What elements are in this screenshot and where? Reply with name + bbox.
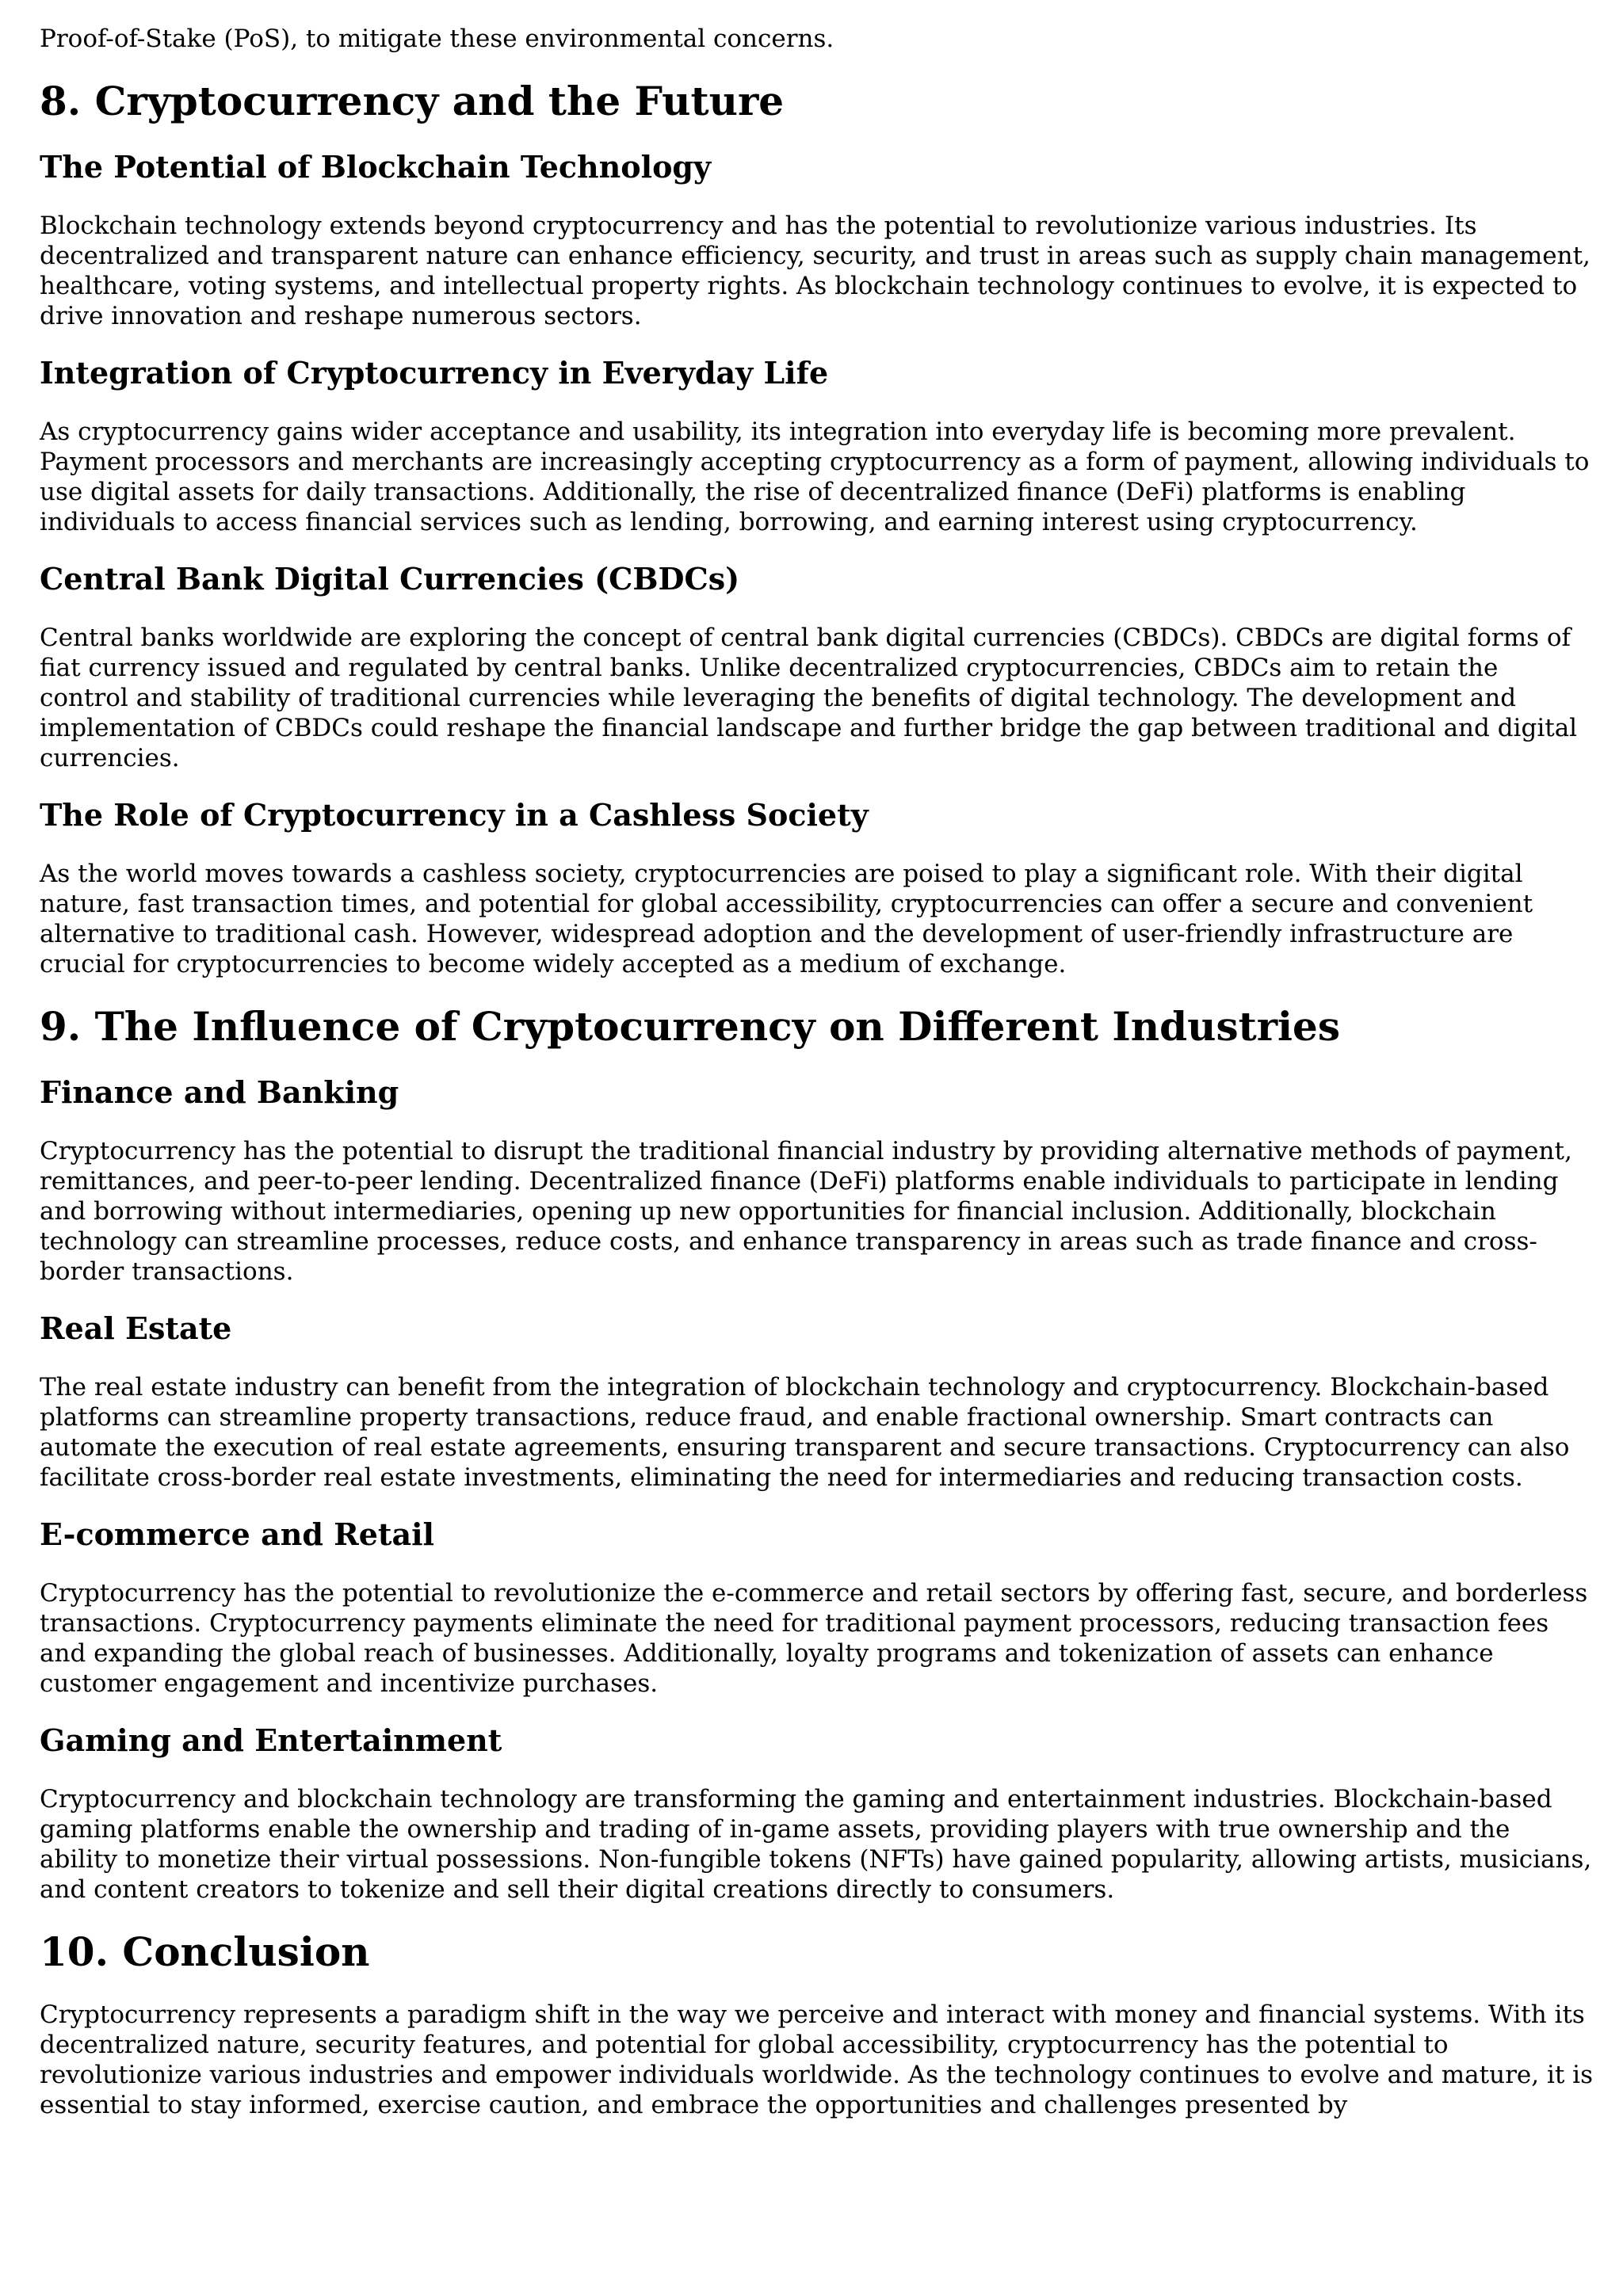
document-page: [40, 24, 1593, 2120]
subsection-heading: The Potential of Blockchain Technology: [40, 149, 712, 185]
section-heading: 10. Conclusion: [40, 1928, 370, 1975]
subsection-paragraph: Central banks worldwide are exploring the concept of central bank digital currencies (CBDCs). CBDCs are digital forms of fiat currency issued and regulated by central banks. Unlike decentralized cryptocurrencies, CBDCs aim to retain the control and stability of traditional currencies while leveraging the benefits of digital technology. The development and implementation of CBDCs could reshape the financial landscape and further bridge the gap between traditional and digital currencies.: [40, 624, 1578, 772]
subsection-paragraph: Cryptocurrency has the potential to revolutionize the e-commerce and retail sectors by offering fast, secure, and borderless transactions. Cryptocurrency payments eliminate the need for traditional payment processors, reducing transaction fees and expanding the global reach of businesses. Additionally, loyalty programs and tokenization of assets can enhance customer engagement and incentivize purchases.: [40, 1579, 1588, 1698]
conclusion-paragraph: Cryptocurrency represents a paradigm shift in the way we perceive and interact with money and financial systems. With its decentralized nature, security features, and potential for global accessibility, cryptocurrency has the potential to revolutionize various industries and empower individuals worldwide. As the technology continues to evolve and mature, it is essential to stay informed, exercise caution, and embrace the opportunities and challenges presented by: [40, 2000, 1594, 2119]
section-heading: 8. Cryptocurrency and the Future: [40, 78, 785, 124]
subsection-paragraph: As the world moves towards a cashless society, cryptocurrencies are poised to play a significant role. With their digital nature, fast transaction times, and potential for global accessibility, cryptocurrencies can offer a secure and convenient alternative to traditional cash. However, widespread adoption and the development of user-friendly infrastructure are crucial for cryptocurrencies to become widely accepted as a medium of exchange.: [40, 860, 1533, 978]
subsection-heading: Real Estate: [40, 1310, 232, 1346]
subsection-paragraph: Cryptocurrency has the potential to disrupt the traditional financial industry by providing alternative methods of payment, remittances, and peer-to-peer lending. Decentralized finance (DeFi) platforms enable individuals to participate in lending and borrowing without intermediaries, opening up new opportunities for financial inclusion. Additionally, blockchain technology can streamline processes, reduce costs, and enhance transparency in areas such as trade finance and cross-border transactions.: [40, 1137, 1572, 1286]
section-future: [40, 78, 1593, 979]
subsection-heading: The Role of Cryptocurrency in a Cashless Society: [40, 797, 869, 833]
subsection-paragraph: The real estate industry can benefit from the integration of blockchain technology and cryptocurrency. Blockchain-based platforms can streamline property transactions, reduce fraud, and enable fractional ownership. Smart contracts can automate the execution of real estate agreements, ensuring transparent and secure transactions. Cryptocurrency can also facilitate cross-border real estate investments, eliminating the need for intermediaries and reducing transaction costs.: [40, 1373, 1570, 1492]
subsection-paragraph: Blockchain technology extends beyond cryptocurrency and has the potential to revolutionize various industries. Its decentralized and transparent nature can enhance efficiency, security, and trust in areas such as supply chain management, healthcare, voting systems, and intellectual property rights. As blockchain technology continues to evolve, it is expected to drive innovation and reshape numerous sectors.: [40, 212, 1591, 330]
subsection-heading: Finance and Banking: [40, 1074, 399, 1110]
intro-paragraph: Proof-of-Stake (PoS), to mitigate these environmental concerns.: [40, 25, 834, 53]
subsection-heading: Integration of Cryptocurrency in Everyday Life: [40, 355, 829, 391]
section-heading: 9. The Influence of Cryptocurrency on Different Industries: [40, 1003, 1340, 1050]
section-conclusion: [40, 1928, 1593, 2120]
subsection-heading: Gaming and Entertainment: [40, 1722, 502, 1758]
section-industries: [40, 1003, 1593, 1905]
subsection-paragraph: Cryptocurrency and blockchain technology are transforming the gaming and entertainment industries. Blockchain-based gaming platforms enable the ownership and trading of in-game assets, providing players with true ownership and the ability to monetize their virtual possessions. Non-fungible tokens (NFTs) have gained popularity, allowing artists, musicians, and content creators to tokenize and sell their digital creations directly to consumers.: [40, 1785, 1592, 1904]
subsection-heading: Central Bank Digital Currencies (CBDCs): [40, 561, 740, 597]
subsection-heading: E-commerce and Retail: [40, 1516, 434, 1552]
subsection-paragraph: As cryptocurrency gains wider acceptance and usability, its integration into everyday life is becoming more prevalent. Payment processors and merchants are increasingly accepting cryptocurrency as a form of payment, allowing individuals to use digital assets for daily transactions. Additionally, the rise of decentralized finance (DeFi) platforms is enabling individuals to access financial services such as lending, borrowing, and earning interest using cryptocurrency.: [40, 418, 1590, 536]
